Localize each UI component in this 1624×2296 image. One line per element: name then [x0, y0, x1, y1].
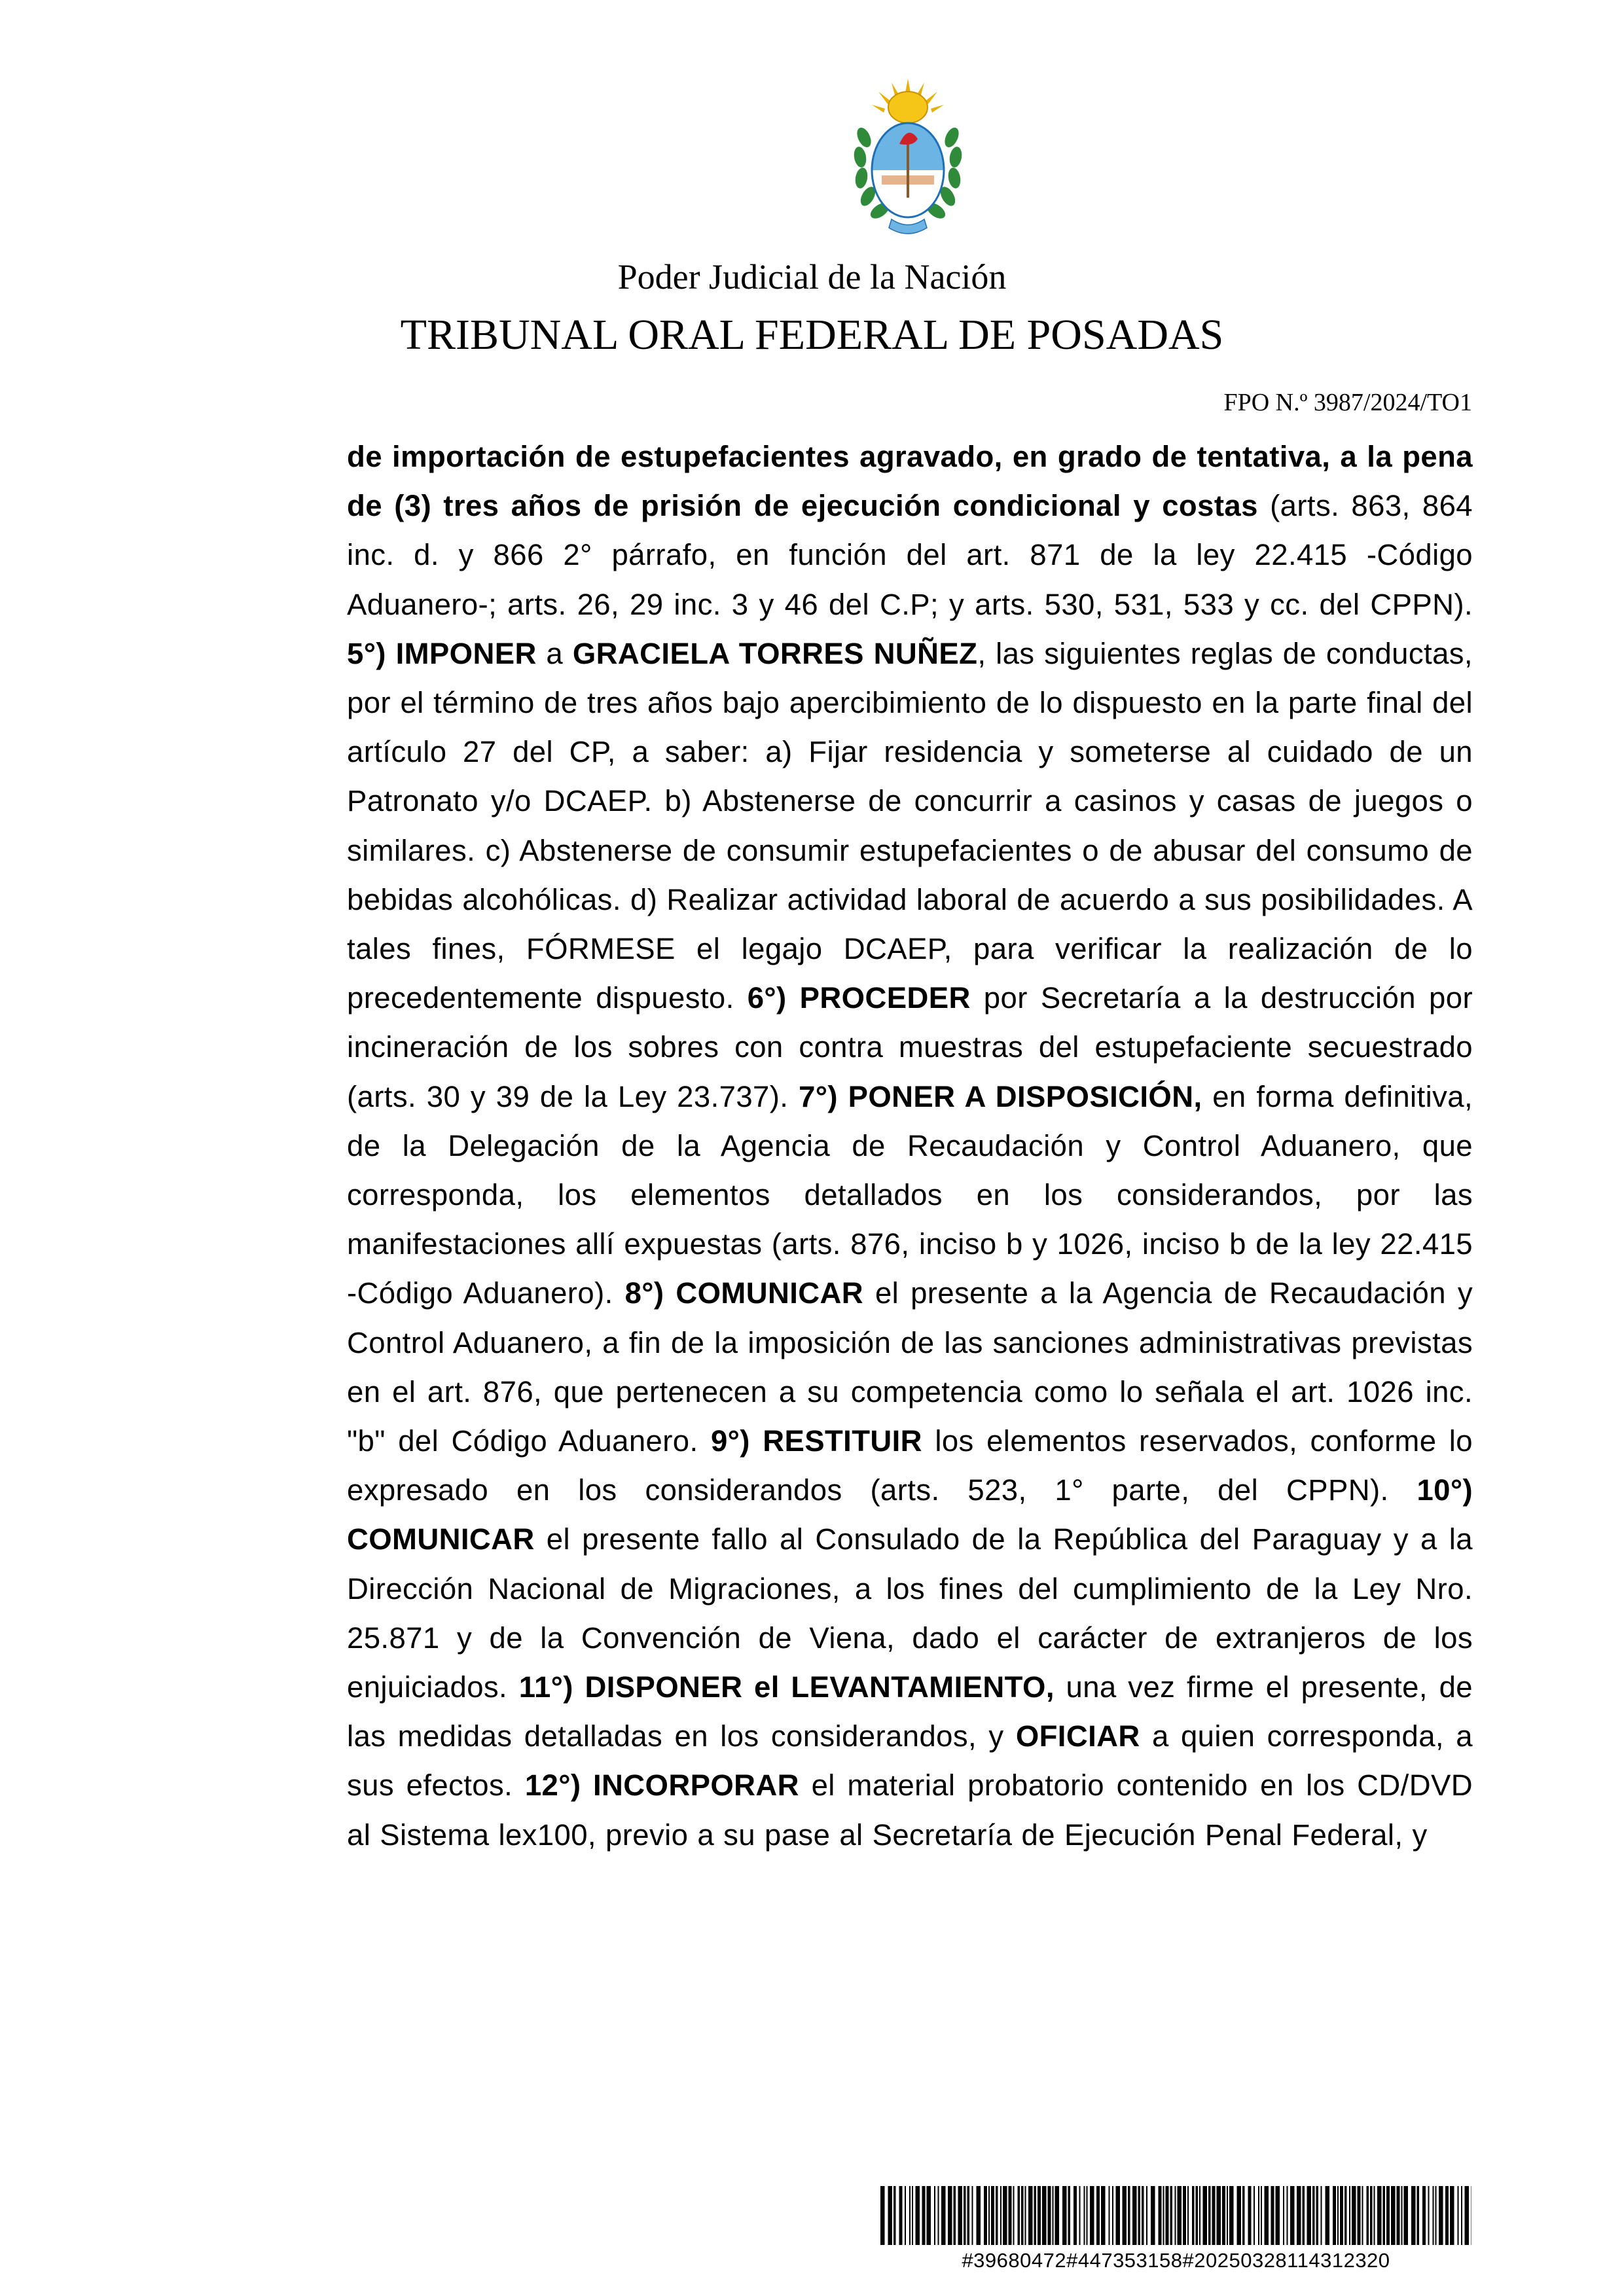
barcode-bar: [1128, 2186, 1130, 2245]
barcode-bar: [1000, 2186, 1001, 2245]
barcode-bar: [996, 2186, 998, 2245]
coat-of-arms-seal: [846, 79, 970, 242]
bold-text-run: OFICIAR: [1015, 1719, 1140, 1753]
barcode-bar: [1055, 2186, 1060, 2245]
barcode-bar: [1290, 2186, 1295, 2245]
barcode-bar: [1261, 2186, 1262, 2245]
barcode-bar: [1254, 2186, 1255, 2245]
institution-name: Poder Judicial de la Nación: [617, 257, 1007, 296]
text-run: el material probatorio contenido en los CD/DVD al Sistema lex100, previo a su pase al Secretaría de Ejecución Penal Federal, y: [347, 1768, 1473, 1852]
barcode-bar: [1142, 2186, 1144, 2245]
barcode-bar: [1084, 2186, 1085, 2245]
barcode-bar: [1042, 2186, 1047, 2245]
barcode-bar: [1465, 2186, 1470, 2245]
barcode-bar: [1028, 2186, 1033, 2245]
barcode-bar: [1203, 2186, 1208, 2245]
barcode-bar: [1112, 2186, 1113, 2245]
barcode-bar: [1090, 2186, 1094, 2245]
text-run: el presente fallo al Consulado de la República del Paraguay y a la Dirección Nacional de Migraciones, a los fines del cumplimiento de la Ley Nro. 25.871 y de la Convención de Viena, dado el carácter de extranjeros de los enjuiciados.: [347, 1522, 1473, 1704]
barcode-bar: [1199, 2186, 1200, 2245]
barcode-bar: [888, 2186, 893, 2245]
barcode-bar: [984, 2186, 987, 2245]
barcode-bar: [964, 2186, 966, 2245]
barcode-bar: [905, 2186, 906, 2245]
barcode-bar: [1062, 2186, 1067, 2245]
barcode-bar: [1326, 2186, 1330, 2245]
barcode-bar: [1096, 2186, 1100, 2245]
barcode-bar: [1433, 2186, 1434, 2245]
bold-text-run: 6°) PROCEDER: [747, 981, 971, 1015]
barcode-bar: [1013, 2186, 1015, 2245]
barcode-bar: [1009, 2186, 1012, 2245]
bold-text-run: 11°) DISPONER el LEVANTAMIENTO,: [518, 1670, 1055, 1704]
barcode-bar: [988, 2186, 990, 2245]
text-run: (arts. 863, 864 inc. d. y 866 2° párrafo, en función del art. 871 de la ley 22.415 -Código Aduanero-; arts. 26, 29 inc. 3 y 46 del C.P; y arts. 530, 531, 533 y cc. del CPPN).: [347, 489, 1473, 621]
barcode: [880, 2186, 1471, 2245]
barcode-bar: [1370, 2186, 1373, 2245]
barcode-bar: [1208, 2186, 1211, 2245]
barcode-bar: [1404, 2186, 1409, 2245]
text-run: los elementos reservados, conforme lo expresado en los considerandos (arts. 523, 1° parte, del CPPN).: [347, 1424, 1473, 1507]
barcode-bar: [967, 2186, 970, 2245]
barcode-bar: [912, 2186, 913, 2245]
barcode-bar: [1445, 2186, 1449, 2245]
barcode-bar: [922, 2186, 926, 2245]
barcode-bar: [1297, 2186, 1301, 2245]
barcode-bar: [977, 2186, 981, 2245]
barcode-bar: [1178, 2186, 1182, 2245]
barcode-bar: [1352, 2186, 1356, 2245]
barcode-bar: [1349, 2186, 1350, 2245]
barcode-bar: [1109, 2186, 1110, 2245]
barcode-bar: [941, 2186, 946, 2245]
barcode-bar: [916, 2186, 920, 2245]
ribbon: [889, 219, 927, 234]
barcode-bar: [1307, 2186, 1312, 2245]
barcode-bar: [958, 2186, 963, 2245]
barcode-bar: [899, 2186, 903, 2245]
barcode-bar: [1159, 2186, 1162, 2245]
bold-text-run: 7°) PONER A DISPOSICIÓN,: [799, 1079, 1202, 1113]
barcode-bar: [927, 2186, 931, 2245]
barcode-bar: [1271, 2186, 1274, 2245]
barcode-bar: [1175, 2186, 1176, 2245]
barcode-bar: [1237, 2186, 1242, 2245]
barcode-bar: [1312, 2186, 1315, 2245]
barcode-bar: [1422, 2186, 1426, 2245]
barcode-bar: [972, 2186, 973, 2245]
resolution-body-text: [347, 432, 1473, 1859]
barcode-bar: [1242, 2186, 1245, 2245]
court-name: TRIBUNAL ORAL FEDERAL DE POSADAS: [400, 311, 1224, 359]
barcode-bar: [1025, 2186, 1026, 2245]
barcode-bar: [1276, 2186, 1280, 2245]
barcode-bar: [1287, 2186, 1288, 2245]
barcode-bar: [1170, 2186, 1173, 2245]
barcode-bar: [1132, 2186, 1137, 2245]
barcode-bar: [1187, 2186, 1189, 2245]
barcode-bar: [1333, 2186, 1336, 2245]
barcode-bar: [934, 2186, 935, 2245]
barcode-bar: [954, 2186, 956, 2245]
barcode-bar: [1146, 2186, 1147, 2245]
bold-text-run: 8°) COMUNICAR: [624, 1276, 864, 1310]
barcode-bar: [1258, 2186, 1259, 2245]
barcode-bar: [1374, 2186, 1375, 2245]
case-number: FPO N.º 3987/2024/TO1: [1223, 389, 1472, 416]
barcode-bar: [1068, 2186, 1071, 2245]
barcode-bar: [1428, 2186, 1430, 2245]
barcode-bar: [1138, 2186, 1141, 2245]
barcode-bar: [948, 2186, 952, 2245]
barcode-bar: [1192, 2186, 1195, 2245]
bold-text-run: GRACIELA TORRES NUÑEZ: [572, 636, 978, 670]
text-run: por Secretaría a la destrucción por incineración de los sobres con contra muestras del estupefaciente secuestrado (arts. 30 y 39 de la Ley 23.737).: [347, 981, 1473, 1113]
barcode-bar: [1151, 2186, 1155, 2245]
barcode-bar: [1227, 2186, 1228, 2245]
barcode-bar: [1166, 2186, 1169, 2245]
barcode-bar: [1401, 2186, 1403, 2245]
barcode-bar: [1450, 2186, 1454, 2245]
barcode-bar: [1358, 2186, 1361, 2245]
barcode-bar: [1386, 2186, 1390, 2245]
barcode-bar: [1397, 2186, 1400, 2245]
bold-text-run: de importación de estupefacientes agravado, en grado de tentativa, a la pena de (3) tres años de prisión de ejecución condicional y costas: [347, 440, 1473, 523]
barcode-bar: [1163, 2186, 1164, 2245]
barcode-bar: [1123, 2186, 1127, 2245]
barcode-bar: [1265, 2186, 1269, 2245]
barcode-bar: [1337, 2186, 1339, 2245]
bold-text-run: 10°) COMUNICAR: [347, 1473, 1473, 1556]
barcode-bar: [1101, 2186, 1106, 2245]
bold-text-run: 9°) RESTITUIR: [710, 1424, 922, 1458]
barcode-bar: [1367, 2186, 1369, 2245]
barcode-bar: [1183, 2186, 1186, 2245]
barcode-bar: [1303, 2186, 1305, 2245]
barcode-bar: [1411, 2186, 1416, 2245]
bold-text-run: 5°) IMPONER: [347, 636, 537, 670]
barcode-bar: [1435, 2186, 1437, 2245]
barcode-bar: [1316, 2186, 1319, 2245]
bold-text-run: 12°) INCORPORAR: [524, 1768, 799, 1803]
barcode-bar: [1283, 2186, 1284, 2245]
barcode-bar: [1021, 2186, 1024, 2245]
barcode-bar: [909, 2186, 911, 2245]
barcode-bar: [1087, 2186, 1088, 2245]
barcode-bar: [1248, 2186, 1252, 2245]
text-run: en forma definitiva, de la Delegación de la Agencia de Recaudación y Control Aduanero, que corresponda, los elementos detallados en los considerandos, por las manifestaciones allí expuestas (arts. 876, inciso b y 1026, inciso b de la ley 22.415 -Código Aduanero).: [347, 1079, 1473, 1310]
barcode-bar: [1321, 2186, 1322, 2245]
barcode-bar: [1391, 2186, 1396, 2245]
sun-disc: [888, 92, 928, 123]
barcode-bar: [893, 2186, 896, 2245]
barcode-bar: [1053, 2186, 1054, 2245]
barcode-bar: [1417, 2186, 1420, 2245]
barcode-bar: [1458, 2186, 1459, 2245]
barcode-bar: [1217, 2186, 1221, 2245]
barcode-bar: [991, 2186, 994, 2245]
barcode-bar: [1074, 2186, 1077, 2245]
barcode-bar: [1079, 2186, 1081, 2245]
barcode-bar: [1383, 2186, 1386, 2245]
barcode-bar: [1340, 2186, 1343, 2245]
barcode-bar: [1196, 2186, 1199, 2245]
text-run: una vez firme el presente, de las medidas detalladas en los considerandos, y: [347, 1670, 1473, 1753]
barcode-bar: [1003, 2186, 1007, 2245]
text-run: , las siguientes reglas de conductas, por el término de tres años bajo apercibimiento de lo dispuesto en la parte final del artículo 27 del CP, a saber: a) Fijar residencia y someterse al cuidado de un Patronato y/o DCAEP. b) Abstenerse de concurrir a casinos y casas de juegos o similares. c) Abstenerse de consumir estupefacientes o de abusar del consumo de bebidas alcohólicas. d) Realizar actividad laboral de acuerdo a sus posibilidades. A tales fines, FÓRMESE el legajo DCAEP, para verificar la realización de lo precedentemente dispuesto.: [347, 636, 1473, 1015]
barcode-bar: [1038, 2186, 1041, 2245]
text-run: a quien corresponda, a sus efectos.: [347, 1719, 1473, 1803]
barcode-bar: [1018, 2186, 1020, 2245]
barcode-number: #39680472#447353158#20250328114312320: [962, 2249, 1390, 2272]
barcode-bar: [1439, 2186, 1443, 2245]
text-run: a: [536, 636, 573, 670]
barcode-bar: [1229, 2186, 1234, 2245]
text-run: el presente a la Agencia de Recaudación y Control Aduanero, a fin de la imposición de las sanciones administrativas previstas en el art. 876, que pertenecen a su competencia como lo señala el art. 1026 inc. "b" del Código Aduanero.: [347, 1276, 1473, 1458]
barcode-bar: [938, 2186, 939, 2245]
barcode-bar: [1048, 2186, 1051, 2245]
barcode-bar: [1471, 2186, 1472, 2245]
barcode-bar: [1377, 2186, 1382, 2245]
barcode-bar: [1461, 2186, 1462, 2245]
barcode-bar: [1212, 2186, 1216, 2245]
barcode-bar: [1116, 2186, 1121, 2245]
barcode-bar: [1362, 2186, 1363, 2245]
barcode-bar: [1222, 2186, 1225, 2245]
barcode-bar: [1034, 2186, 1037, 2245]
barcode-bar: [880, 2186, 885, 2245]
barcode-bar: [1344, 2186, 1347, 2245]
